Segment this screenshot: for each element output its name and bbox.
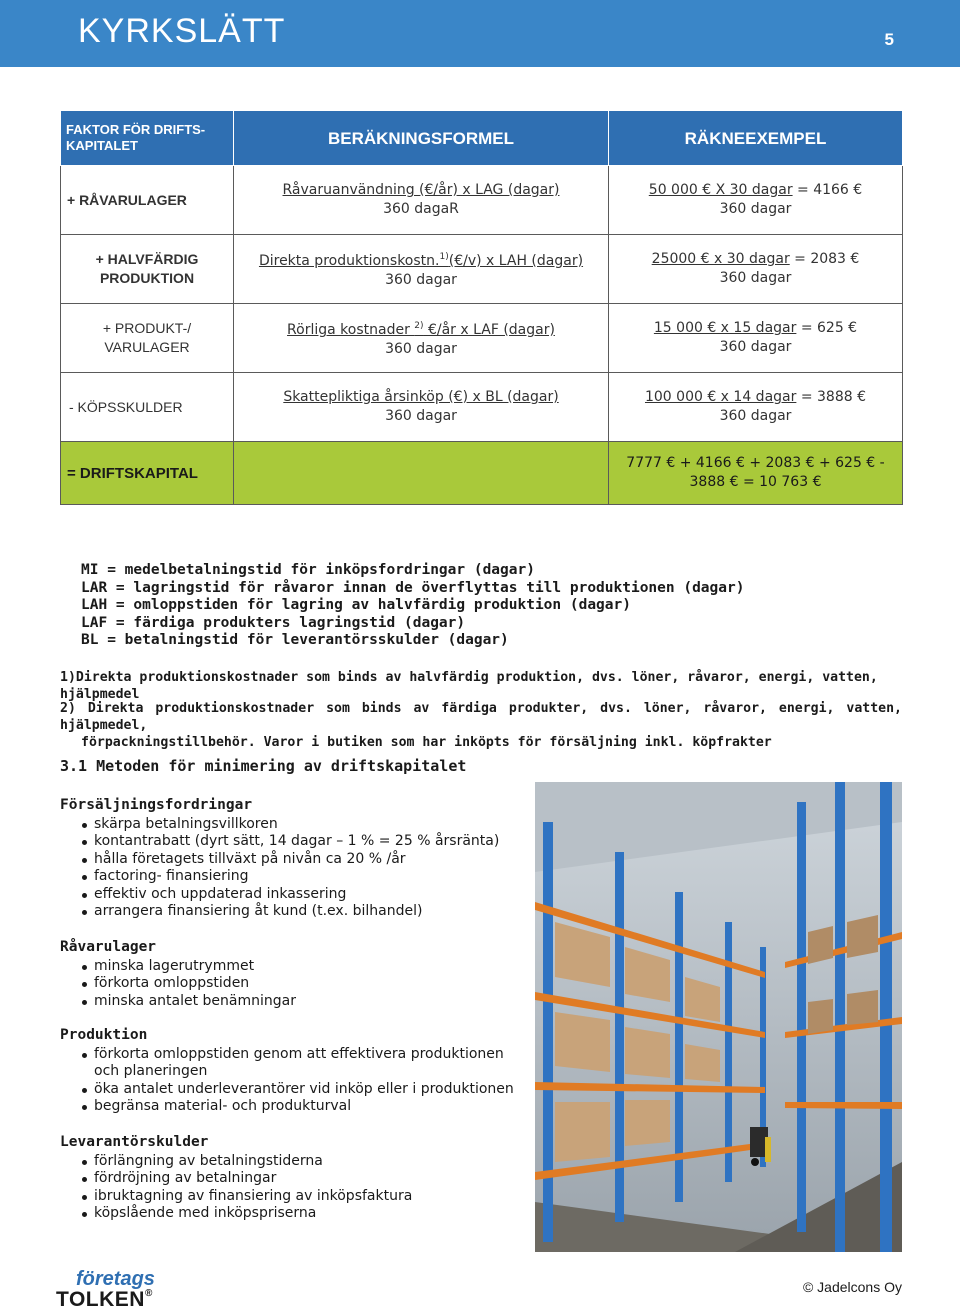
header-factor: FAKTOR FÖR DRIFTS- KAPITALET	[61, 111, 234, 166]
group-production	[60, 1027, 514, 1116]
section-title: 3.1 Metoden för minimering av driftskapitalet	[60, 757, 467, 775]
list-item: köpslående med inköpspriserna	[60, 1205, 412, 1223]
formula-cell	[234, 235, 609, 304]
example-numerator: 15 000 € x 15 dagar	[653, 320, 797, 336]
list-item-continuation: och planeringen	[94, 1063, 208, 1079]
total-row	[61, 442, 903, 505]
formula-denominator: 360 dagar	[385, 341, 457, 357]
example-cell	[609, 373, 903, 442]
formula-cell	[234, 304, 609, 373]
list-item: minska antalet benämningar	[60, 993, 296, 1011]
header-formula: BERÄKNINGSFORMEL	[234, 111, 609, 166]
factor-cell: + PRODUKT-/ VARULAGER	[61, 304, 234, 373]
example-cell	[609, 235, 903, 304]
list-item: kontantrabatt (dyrt sätt, 14 dagar – 1 % = 25 % årsränta)	[60, 833, 499, 851]
factor-cell: - KÖPSSKULDER	[61, 373, 234, 442]
working-capital-table	[60, 110, 903, 505]
example-numerator: 25000 € x 30 dagar	[651, 251, 790, 267]
example-result: = 4166 €	[792, 182, 863, 198]
total-result: 7777 € + 4166 € + 2083 € + 625 € - 3888 € = 10 763 €	[609, 442, 903, 505]
table-row	[61, 304, 903, 373]
example-denominator: 360 dagar	[719, 270, 792, 286]
group-heading: Försäljningsfordringar	[60, 797, 253, 813]
factor-cell: + RÅVARULAGER	[61, 166, 234, 235]
example-cell	[609, 304, 903, 373]
example-cell	[609, 166, 903, 235]
list-item: förkorta omloppstiden	[60, 975, 296, 993]
list-item: ibruktagning av finansiering av inköpsfaktura	[60, 1188, 412, 1206]
abbreviation-item: LAF = färdiga produkters lagringstid (dagar)	[81, 614, 466, 631]
factor-cell: + HALVFÄRDIG PRODUKTION	[61, 235, 234, 304]
formula-numerator: Skattepliktiga årsinköp (€) x BL (dagar)	[283, 389, 559, 405]
group-payables	[60, 1134, 412, 1223]
formula-denominator: 360 dagaR	[383, 201, 459, 217]
list-item: förlängning av betalningstiderna	[60, 1153, 412, 1171]
list-item: factoring- finansiering	[60, 868, 499, 886]
formula-numerator: Rörliga kostnader $^{2)}$ €/år x LAF (dagar)	[287, 321, 555, 338]
example-denominator: 360 dagar	[719, 408, 792, 424]
list-item: hålla företagets tillväxt på nivån ca 20 % /år	[60, 851, 499, 869]
table-row	[61, 235, 903, 304]
table-row	[61, 373, 903, 442]
list-item: begränsa material- och produkturval	[60, 1098, 514, 1116]
abbreviation-item: LAR = lagringstid för råvaror innan de överflyttas till produktionen (dagar)	[81, 579, 745, 596]
formula-numerator: Direkta produktionskostn.$^{1)}$(€/v) x LAH (dagar)	[258, 252, 584, 269]
group-heading: Levarantörskulder	[60, 1134, 209, 1150]
warehouse-photo	[535, 782, 902, 1252]
copyright-notice: © Jadelcons Oy	[802, 1279, 902, 1295]
example-numerator: 50 000 € X 30 dagar	[648, 182, 793, 198]
table-row	[61, 166, 903, 235]
header-example: RÄKNEEXEMPEL	[609, 111, 903, 166]
table-header-row	[61, 111, 903, 166]
list-item: öka antalet underleverantörer vid inköp eller i produktionen	[60, 1081, 514, 1099]
total-label: = DRIFTSKAPITAL	[61, 442, 234, 505]
foretagstolken-logo: företags TOLKEN®	[56, 1268, 155, 1310]
footnote-2: 2) Direkta produktionskostnader som binds av färdiga produkter, dvs. löner, råvaror, energi, vatten, hjälpmedel, förpackningstillbehör. Varor i butiken som har inköpts för försäljning inkl. köpfrakter	[60, 701, 902, 750]
formula-cell	[234, 373, 609, 442]
abbreviation-item: MI = medelbetalningstid för inköpsfordringar (dagar)	[81, 562, 535, 578]
group-raw-materials	[60, 939, 296, 1010]
example-denominator: 360 dagar	[719, 201, 792, 217]
abbreviation-item: BL = betalningstid för leverantörsskulder (dagar)	[81, 632, 509, 648]
formula-denominator: 360 dagar	[385, 408, 457, 424]
example-result: = 3888 €	[796, 389, 866, 405]
list-item: fördröjning av betalningar	[60, 1170, 412, 1188]
page-number: 5	[884, 30, 894, 49]
example-result: = 2083 €	[789, 251, 860, 267]
formula-denominator: 360 dagar	[385, 272, 457, 288]
page-title: KYRKSLÄTT	[78, 12, 286, 50]
group-receivables	[60, 797, 499, 921]
formula-cell	[234, 166, 609, 235]
abbreviation-list	[81, 562, 744, 650]
list-item: arrangera finansiering åt kund (t.ex. bilhandel)	[60, 903, 499, 921]
example-numerator: 100 000 € x 14 dagar	[644, 389, 797, 405]
list-item: förkorta omloppstiden genom att effektivera produktionen	[60, 1046, 514, 1064]
abbreviation-item: LAH = omloppstiden för lagring av halvfärdig produktion (dagar)	[81, 597, 631, 613]
total-formula-cell	[234, 442, 609, 505]
formula-numerator: Råvaruanvändning (€/år) x LAG (dagar)	[282, 182, 560, 198]
list-item: effektiv och uppdaterad inkassering	[60, 886, 499, 904]
example-result: = 625 €	[796, 320, 858, 336]
list-item: skärpa betalningsvillkoren	[60, 816, 499, 834]
footnote-1: 1)Direkta produktionskostnader som binds av halvfärdig produktion, dvs. löner, råvaror, energi, vatten, hjälpmedel	[60, 670, 878, 702]
example-denominator: 360 dagar	[719, 339, 792, 355]
list-item: minska lagerutrymmet	[60, 958, 296, 976]
page-header	[0, 0, 960, 67]
group-heading: Produktion	[60, 1027, 148, 1043]
group-heading: Råvarulager	[60, 939, 157, 955]
